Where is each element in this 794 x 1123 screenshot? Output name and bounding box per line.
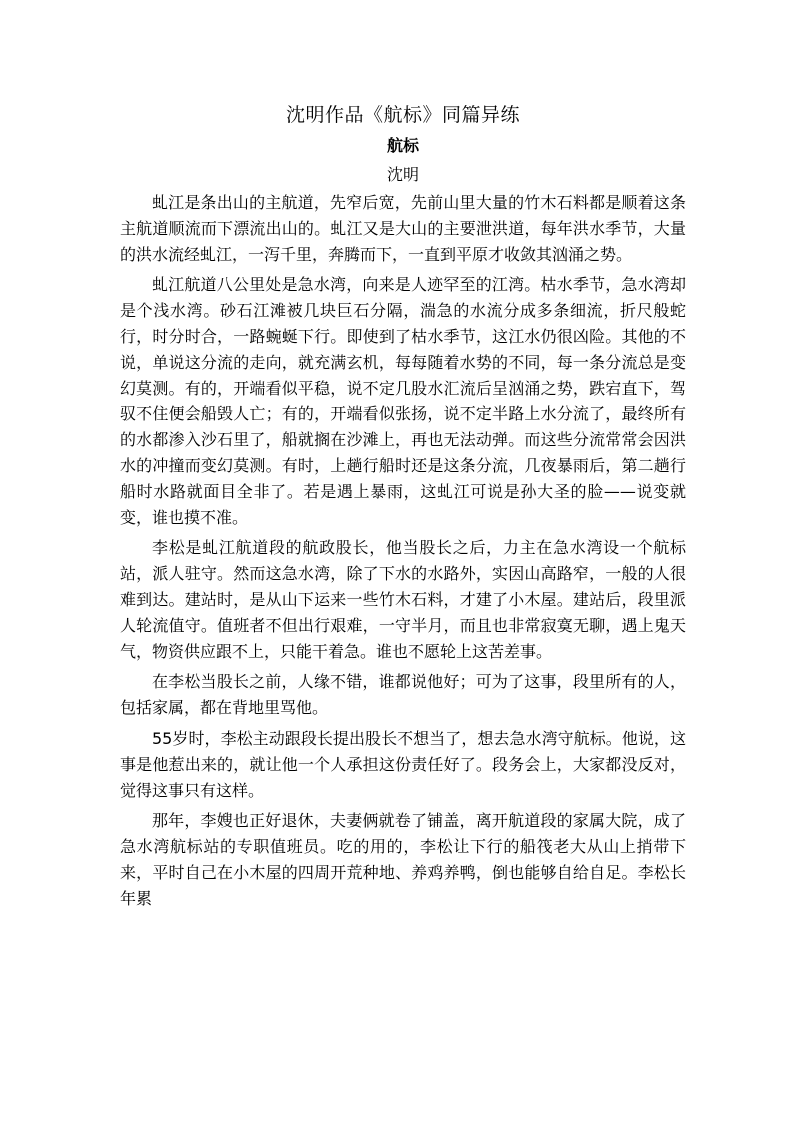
paragraph-4: 在李松当股长之前，人缘不错，谁都说他好；可为了这事，段里所有的人，包括家属，都在背地里骂他。 bbox=[120, 672, 686, 718]
document-page bbox=[120, 100, 686, 917]
article-title: 航标 bbox=[386, 136, 419, 155]
paragraph-1: 虬江是条出山的主航道，先窄后宽，先前山里大量的竹木石料都是顺着这条主航道顺流而下漂流出山的。虬江又是大山的主要泄洪道，每年洪水季节，大量的洪水流经虬江，一泻千里，奔腾而下，一直到平原才收敛其汹涌之势。 bbox=[120, 193, 686, 264]
paragraph-6: 那年，李嫂也正好退休，夫妻俩就卷了铺盖，离开航道段的家属大院，成了急水湾航标站的专职值班员。吃的用的，李松让下行的船筏老大从山上捎带下来，平时自己在小木屋的四周开荒种地、养鸡养鸭，倒也能够自给自足。李松长年累 bbox=[120, 811, 686, 908]
paragraph-3: 李松是虬江航道段的航政股长，他当股长之后，力主在急水湾设一个航标站，派人驻守。然而这急水湾，除了下水的水路外，实因山高路窄，一般的人很难到达。建站时，是从山下运来一些竹木石料，才建了小木屋。建站后，段里派人轮流值守。值班者不但出行艰难，一守半月，而且也非常寂寞无聊，遇上鬼天气，物资供应跟不上，只能干着急。谁也不愿轮上这苦差事。 bbox=[120, 538, 686, 661]
document-title: 沈明作品《航标》同篇异练 bbox=[285, 104, 520, 126]
paragraph-2: 虬江航道八公里处是急水湾，向来是人迹罕至的江湾。枯水季节，急水湾却是个浅水湾。砂石江滩被几块巨石分隔，湍急的水流分成多条细流，折尺般蛇行，时分时合，一路蜿蜒下行。即使到了枯水季节，这江水仍很凶险。其他的不说，单说这分流的走向，就充满玄机，每每随着水势的不同，每一条分流总是变幻莫测。有的，开端看似平稳，说不定几股水汇流后呈汹涌之势，跌宕直下，驾驭不住便会船毁人亡；有的，开端看似张扬，说不定半路上水分流了，最终所有的水都渗入沙石里了，船就搁在沙滩上，再也无法动弹。而这些分流常常会因洪水的冲撞而变幻莫测。有时，上趟行船时还是这条分流，几夜暴雨后，第二趟行船时水路就面目全非了。若是遇上暴雨，这虬江可说是孙大圣的脸——说变就变，谁也摸不准。 bbox=[120, 275, 686, 527]
author-name: 沈明 bbox=[386, 165, 419, 184]
paragraph-5: 55岁时，李松主动跟段长提出股长不想当了，想去急水湾守航标。他说，这事是他惹出来的，就让他一个人承担这份责任好了。段务会上，大家都没反对，觉得这事只有这样。 bbox=[120, 728, 686, 800]
